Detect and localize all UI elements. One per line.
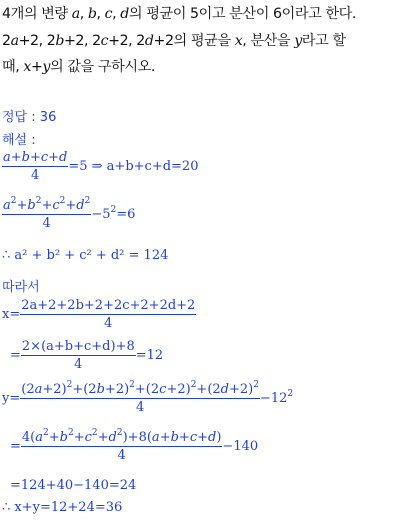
x-fraction [20, 298, 196, 331]
y-fraction [20, 382, 260, 415]
x-equation [2, 298, 196, 331]
explanation-label: 해설 [2, 133, 28, 148]
mean-denominator: 4 [31, 168, 40, 183]
y-lhs: y= [2, 391, 21, 406]
y2-result: −140 [222, 439, 259, 454]
variance-equation [2, 198, 135, 231]
answer-label: 정답 [2, 110, 28, 125]
mean-result: =5 ⇒ a+b+c+d=20 [68, 159, 199, 174]
mean-fraction [2, 150, 68, 183]
x2-fraction [21, 339, 136, 372]
variance-numerator: $a^2+b^2+c^2+d^2$ [3, 196, 91, 213]
y-numerator: $(2a+2)^2+(2b+2)^2+(2c+2)^2+(2d+2)^2$ [21, 380, 259, 397]
mean-equation [2, 150, 198, 183]
x-simplified [10, 339, 163, 372]
x-numerator: 2a+2+2b+2+2c+2+2d+2 [21, 298, 196, 313]
question-line-2: 2a+2, 2b+2, 2c+2, 2d+2의 평균을 x, 분산을 y라고 할 [2, 33, 346, 49]
equals-sign: = [10, 348, 21, 363]
variance-denominator: 4 [42, 216, 51, 231]
variance-fraction [2, 198, 91, 231]
y-simplified [10, 430, 258, 463]
equals-sign: = [10, 439, 21, 454]
x2-denominator: 4 [74, 357, 83, 372]
variance-minus-square: $-5^2$ [91, 205, 117, 222]
answer-line [2, 106, 56, 125]
x-denominator: 4 [104, 316, 113, 331]
answer-value: 36 [39, 110, 57, 125]
sum-of-squares: ∴ a² + b² + c² + d² = 124 [2, 248, 169, 263]
y2-numerator: $4(a^2+b^2+c^2+d^2)+8(a+b+c+d)$ [21, 428, 222, 445]
question-line-3: 때, x+y의 값을 구하시오. [2, 59, 155, 75]
y-minus-square: $-12^2$ [259, 389, 294, 406]
question-line-1: 4개의 변량 a, b, c, d의 평균이 5이고 분산이 6이라고 한다. [2, 6, 356, 22]
therefore-label: 따라서 [2, 280, 40, 295]
mean-numerator: a+b+c+d [3, 150, 68, 165]
x2-result: =12 [135, 348, 164, 363]
x-lhs: x= [2, 307, 21, 322]
explanation-heading [2, 129, 36, 148]
answer-separator: : [31, 110, 36, 125]
variance-result: =6 [116, 207, 136, 222]
final-answer: ∴ x+y=12+24=36 [2, 500, 123, 515]
y-denominator: 4 [135, 400, 145, 415]
y2-denominator: 4 [117, 448, 126, 463]
y2-fraction [21, 430, 223, 463]
x2-numerator: 2×(a+b+c+d)+8 [21, 339, 135, 354]
explanation-separator: : [31, 133, 36, 148]
y-final: =124+40−140=24 [10, 478, 137, 493]
y-equation [2, 382, 293, 415]
